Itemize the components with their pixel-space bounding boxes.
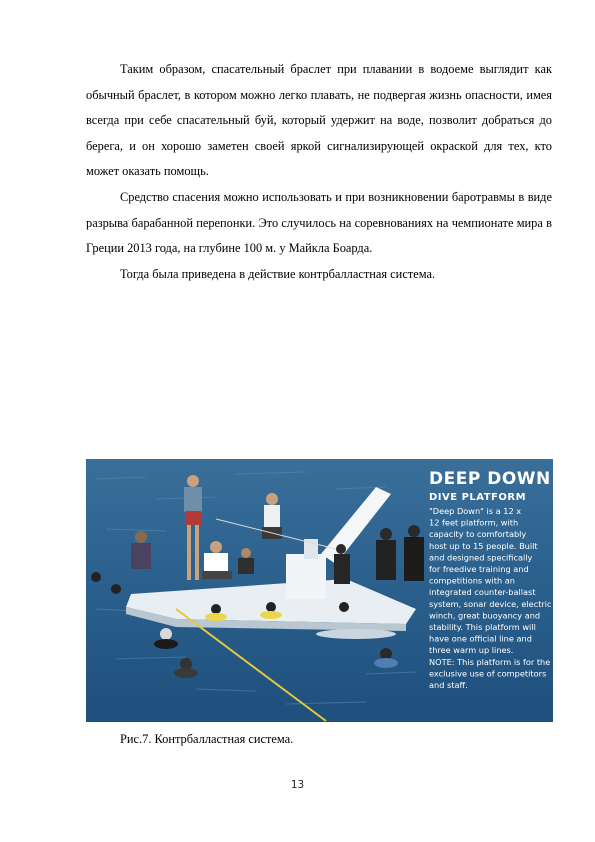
overlay-line: integrated counter-ballast (429, 587, 536, 598)
overlay-line: winch, great buoyancy and (429, 610, 541, 621)
overlay-line: capacity to comfortably (429, 529, 527, 540)
figure-caption: Рис.7. Контрбалластная система. (120, 732, 294, 746)
overlay-line: have one official line and (429, 633, 532, 644)
overlay-line: exclusive use of competitors (429, 668, 547, 679)
overlay-line: NOTE: This platform is for the (429, 656, 551, 667)
page-number: 13 (290, 779, 305, 791)
overlay-subtitle: DIVE PLATFORM (429, 492, 527, 503)
body-text (86, 57, 552, 287)
overlay-line: competitions with an (429, 575, 515, 586)
overlay-line: 12 feet platform, with (429, 517, 519, 528)
overlay-title: DEEP DOWN (429, 469, 551, 489)
paragraph: Средство спасения можно использовать и при возникновении баротравмы в виде разрыва барабанной перепонки. Это случилось на соревнованиях на чемпионате мира в Греции 2013 года, на глубине 100 м. у Майкла Боарда. (86, 189, 552, 256)
overlay-line: stability. This platform will (429, 622, 536, 632)
overlay-line: host up to 15 people. Built (429, 540, 538, 551)
overlay-line: "Deep Down" is a 12 x (429, 506, 522, 516)
overlay-line: and staff. (429, 680, 468, 690)
overlay-line: system, sonar device, electric (429, 598, 552, 609)
dive-platform-photo (86, 459, 553, 722)
overlay-line: for freedive training and (429, 564, 529, 574)
paragraph: Таким образом, спасательный браслет при плавании в водоеме выглядит как обычный браслет, в котором можно легко плавать, не подвергая жизнь опасности, имея всегда при себе спасательный буй, который удержит на воде, позволит добраться до берега, и он хорошо заметен своей яркой сигнализирующей окраской для тех, кто может оказать помощь. (86, 62, 552, 179)
paragraph: Тогда была приведена в действие контрбалластная система. (120, 266, 436, 281)
overlay-line: three warm up lines. (429, 645, 514, 656)
overlay-line: and designed specifically (429, 552, 533, 563)
